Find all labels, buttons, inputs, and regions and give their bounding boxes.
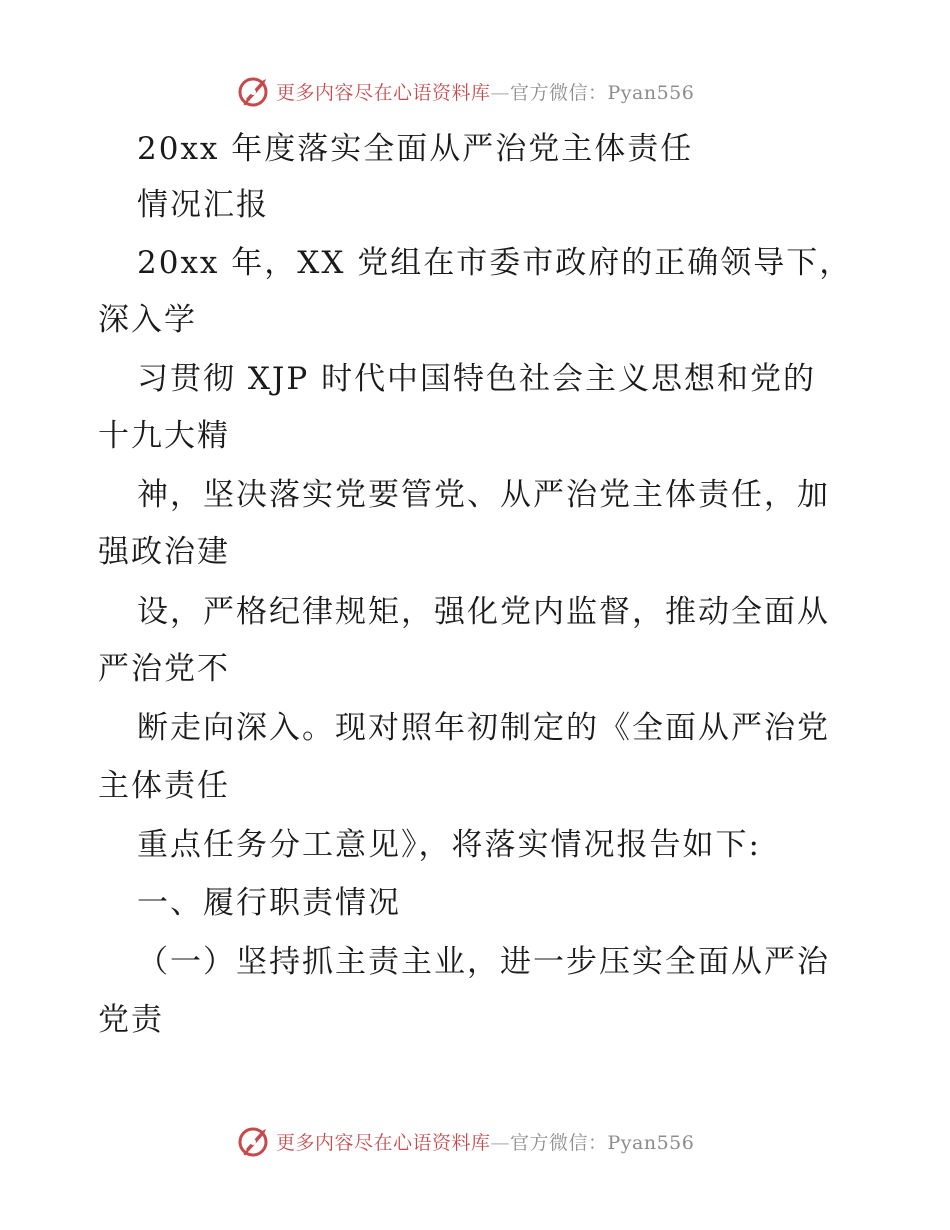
subsection-heading-continued: 党责 [98, 1002, 164, 1038]
paragraph-line: 习贯彻 XJP 时代中国特色社会主义思想和党的 [137, 361, 817, 397]
paragraph-line: 20xx 年，XX 党组在市委市政府的正确领导下， [137, 245, 853, 281]
paragraph-line: 神，坚决落实党要管党、从严治党主体责任，加 [137, 477, 830, 513]
paragraph-line: 重点任务分工意见》，将落实情况报告如下: [137, 827, 761, 863]
paragraph-line: 严治党不 [98, 651, 230, 687]
subsection-heading: （一）坚持抓主责主业，进一步压实全面从严治 [137, 944, 830, 980]
watermark-contact-text: 官方微信：Pyan556 [510, 1131, 695, 1154]
watermark-brand-text: 更多内容尽在心语资料库 [276, 81, 491, 104]
footer-watermark [236, 1121, 694, 1161]
header-watermark [236, 71, 694, 111]
paragraph-line: 十九大精 [98, 418, 230, 454]
paragraph-line: 断走向深入。现对照年初制定的《全面从严治党 [137, 710, 830, 746]
section-heading: 一、履行职责情况 [137, 885, 401, 921]
paragraph-line: 强政治建 [98, 534, 230, 570]
paragraph-line: 深入学 [98, 302, 197, 338]
paragraph-line: 设，严格纪律规矩，强化党内监督，推动全面从 [137, 594, 830, 630]
watermark-dash: — [490, 1131, 511, 1154]
quill-pen-logo-icon [236, 73, 272, 109]
document-title-line-1: 20xx 年度落实全面从严治党主体责任 [137, 131, 694, 167]
document-title-line-2: 情况汇报 [137, 187, 269, 223]
quill-pen-logo-icon [236, 1123, 272, 1159]
watermark-brand-text: 更多内容尽在心语资料库 [276, 1131, 491, 1154]
paragraph-line: 主体责任 [98, 768, 230, 804]
watermark-contact-text: 官方微信：Pyan556 [510, 81, 695, 104]
watermark-dash: — [490, 81, 511, 104]
